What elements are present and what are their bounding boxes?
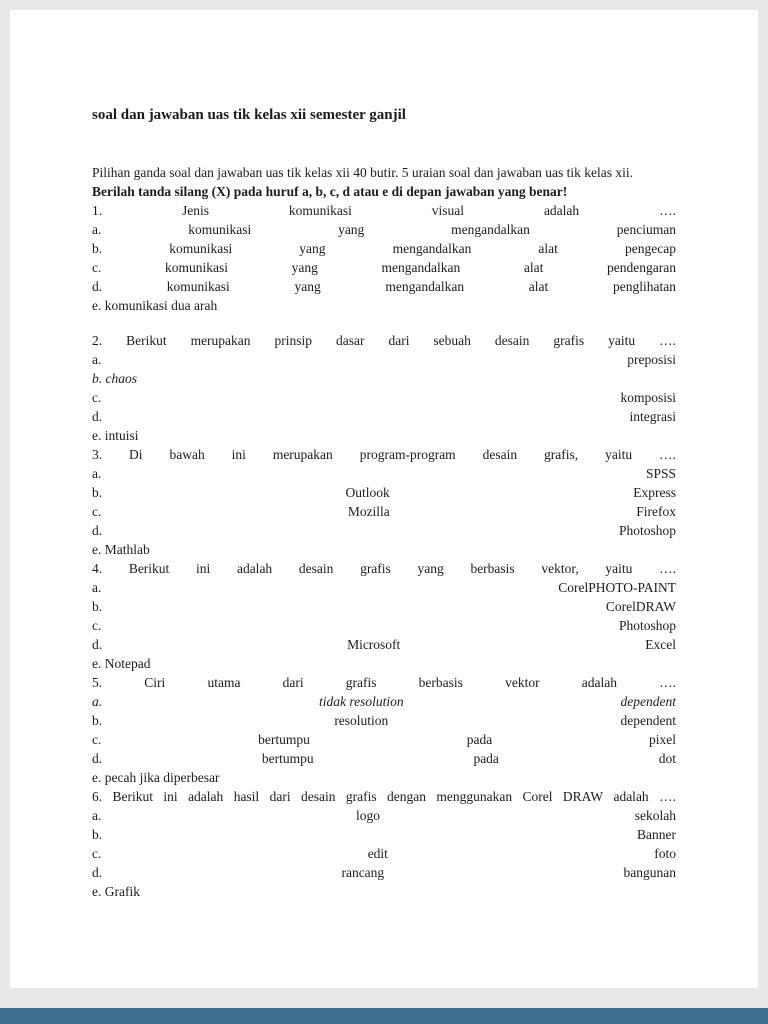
question [92, 445, 676, 559]
word: b. [92, 713, 103, 728]
word: yang [299, 241, 326, 256]
word: Berikut [126, 333, 167, 348]
word: Photoshop [618, 523, 676, 538]
word: a. [92, 808, 102, 823]
word: bangunan [623, 865, 676, 880]
text-line [92, 692, 676, 711]
word: CorelPHOTO-PAINT [558, 580, 676, 595]
word: SPSS [645, 466, 676, 481]
word: dari [269, 789, 291, 804]
word: d. [92, 751, 103, 766]
word: yang [294, 279, 321, 294]
word: alat [528, 279, 549, 294]
word: Berikut [112, 789, 154, 804]
word: b. [92, 485, 103, 500]
text-line [92, 749, 676, 768]
word: a. [92, 694, 103, 709]
word: desain [300, 789, 336, 804]
word: program-program [359, 447, 456, 462]
word: …. [659, 447, 676, 462]
word: b. [92, 827, 103, 842]
text-line [92, 277, 676, 296]
word: prinsip [274, 333, 313, 348]
word: dot [658, 751, 676, 766]
word: berbasis [418, 675, 463, 690]
word: yang [417, 561, 444, 576]
word: resolution [334, 713, 389, 728]
text-line [92, 220, 676, 239]
word: sekolah [634, 808, 676, 823]
word: ini [163, 789, 178, 804]
word: mengandalkan [381, 260, 461, 275]
option-line: e. Grafik [92, 884, 140, 899]
word: foto [654, 846, 676, 861]
word: ini [196, 561, 211, 576]
word: dependent [620, 713, 676, 728]
word: …. [659, 675, 676, 690]
text-line [92, 464, 676, 483]
word: c. [92, 504, 102, 519]
word: d. [92, 409, 103, 424]
text-line [92, 201, 676, 220]
word: grafis [345, 675, 377, 690]
word: pada [473, 751, 499, 766]
word: yang [338, 222, 365, 237]
word: 4. [92, 561, 103, 576]
word: edit [367, 846, 388, 861]
word: 1. [92, 203, 103, 218]
word: c. [92, 618, 102, 633]
word: desain [494, 333, 530, 348]
word: dari [388, 333, 410, 348]
text-line [92, 388, 676, 407]
word: preposisi [627, 352, 676, 367]
questions [92, 201, 676, 901]
word: utama [207, 675, 241, 690]
word: rancang [341, 865, 385, 880]
word: mengandalkan [385, 279, 465, 294]
word: Banner [637, 827, 676, 842]
word: komunikasi [165, 260, 228, 275]
text-line [92, 239, 676, 258]
question [92, 559, 676, 673]
word: Microsoft [347, 637, 401, 652]
question [92, 787, 676, 901]
text-line [92, 502, 676, 521]
word: komunikasi [288, 203, 352, 218]
word: 2. [92, 333, 103, 348]
word: adalah [613, 789, 649, 804]
next-page-top-edge [0, 1008, 768, 1024]
word: c. [92, 732, 102, 747]
option-line: b. chaos [92, 371, 137, 386]
word: tidak resolution [319, 694, 404, 709]
text-line [92, 521, 676, 540]
word: dependent [620, 694, 676, 709]
word: yaitu [605, 561, 633, 576]
word: desain [298, 561, 334, 576]
word: grafis [345, 789, 377, 804]
question [92, 201, 676, 331]
instruction-line: Berilah tanda silang (X) pada huruf a, b, c, d atau e di depan jawaban yang benar! [92, 184, 568, 199]
text-line [92, 559, 676, 578]
word: adalah [543, 203, 580, 218]
word: yaitu [608, 333, 636, 348]
text-line [92, 825, 676, 844]
word: Jenis [182, 203, 210, 218]
word: b. [92, 241, 103, 256]
word: yaitu [605, 447, 633, 462]
option-line: e. Mathlab [92, 542, 150, 557]
text-line [92, 578, 676, 597]
document-content [10, 10, 758, 901]
word: 5. [92, 675, 103, 690]
text-line [92, 673, 676, 692]
word: alat [523, 260, 544, 275]
word: Berikut [128, 561, 170, 576]
word: Ciri [144, 675, 166, 690]
word: merupakan [272, 447, 333, 462]
word: pixel [649, 732, 676, 747]
word: Firefox [636, 504, 676, 519]
word: hasil [233, 789, 260, 804]
word: a. [92, 466, 102, 481]
word: b. [92, 599, 103, 614]
word: merupakan [190, 333, 251, 348]
text-line [92, 350, 676, 369]
text-line [92, 407, 676, 426]
word: berbasis [470, 561, 515, 576]
word: desain [482, 447, 518, 462]
word: …. [659, 561, 676, 576]
word: …. [659, 333, 676, 348]
word: mengandalkan [451, 222, 530, 237]
word: pada [466, 732, 493, 747]
word: komunikasi [166, 279, 230, 294]
word: c. [92, 260, 102, 275]
word: Di [129, 447, 143, 462]
word: …. [659, 203, 676, 218]
word: vektor, [541, 561, 579, 576]
option-line: e. pecah jika diperbesar [92, 770, 220, 785]
word: 6. [92, 789, 103, 804]
word: Corel [522, 789, 553, 804]
word: sebuah [433, 333, 471, 348]
text-line [92, 730, 676, 749]
word: Express [633, 485, 676, 500]
word: d. [92, 279, 103, 294]
text-line [92, 863, 676, 882]
text-line [92, 635, 676, 654]
text-line [92, 258, 676, 277]
word: pendengaran [606, 260, 676, 275]
option-line: e. komunikasi dua arah [92, 298, 218, 313]
option-line: e. Notepad [92, 656, 151, 671]
word: yang [291, 260, 318, 275]
word: dengan [387, 789, 426, 804]
word: integrasi [629, 409, 676, 424]
word: bertumpu [261, 751, 314, 766]
word: d. [92, 523, 103, 538]
text-line [92, 445, 676, 464]
text-line [92, 844, 676, 863]
document-page [10, 10, 758, 988]
word: menggunakan [436, 789, 513, 804]
word: adalah [236, 561, 273, 576]
word: 3. [92, 447, 103, 462]
word: penciuman [616, 222, 676, 237]
word: Outlook [345, 485, 390, 500]
word: d. [92, 865, 103, 880]
word: grafis [553, 333, 585, 348]
word: Mozilla [347, 504, 390, 519]
word: a. [92, 580, 102, 595]
text-line [92, 806, 676, 825]
word: DRAW [562, 789, 604, 804]
word: Excel [645, 637, 676, 652]
blank-line [92, 315, 676, 331]
word: mengandalkan [392, 241, 472, 256]
word: vektor [505, 675, 540, 690]
word: …. [659, 789, 676, 804]
word: CorelDRAW [605, 599, 676, 614]
text-line [92, 597, 676, 616]
word: a. [92, 222, 102, 237]
word: logo [356, 808, 381, 823]
word: visual [431, 203, 465, 218]
text-line [92, 787, 676, 806]
word: a. [92, 352, 102, 367]
word: c. [92, 390, 102, 405]
word: komunikasi [188, 222, 252, 237]
text-line [92, 331, 676, 350]
word: komunikasi [169, 241, 233, 256]
word: d. [92, 637, 103, 652]
question [92, 673, 676, 787]
word: bawah [169, 447, 205, 462]
word: Photoshop [618, 618, 676, 633]
word: komposisi [620, 390, 676, 405]
word: penglihatan [612, 279, 676, 294]
word: ini [231, 447, 246, 462]
word: c. [92, 846, 102, 861]
word: grafis [360, 561, 391, 576]
text-line [92, 616, 676, 635]
intro-paragraph: Pilihan ganda soal dan jawaban uas tik kelas xii 40 butir. 5 uraian soal dan jawaban uas tik kelas xii. [92, 165, 633, 180]
option-line: e. intuisi [92, 428, 139, 443]
text-line [92, 711, 676, 730]
word: grafis, [544, 447, 579, 462]
word: dasar [336, 333, 365, 348]
question [92, 331, 676, 445]
word: adalah [581, 675, 617, 690]
word: adalah [188, 789, 224, 804]
word: dari [282, 675, 304, 690]
document-title: soal dan jawaban uas tik kelas xii semester ganjil [92, 107, 406, 123]
text-line [92, 483, 676, 502]
word: bertumpu [258, 732, 310, 747]
word: pengecap [625, 241, 676, 256]
word: alat [538, 241, 558, 256]
